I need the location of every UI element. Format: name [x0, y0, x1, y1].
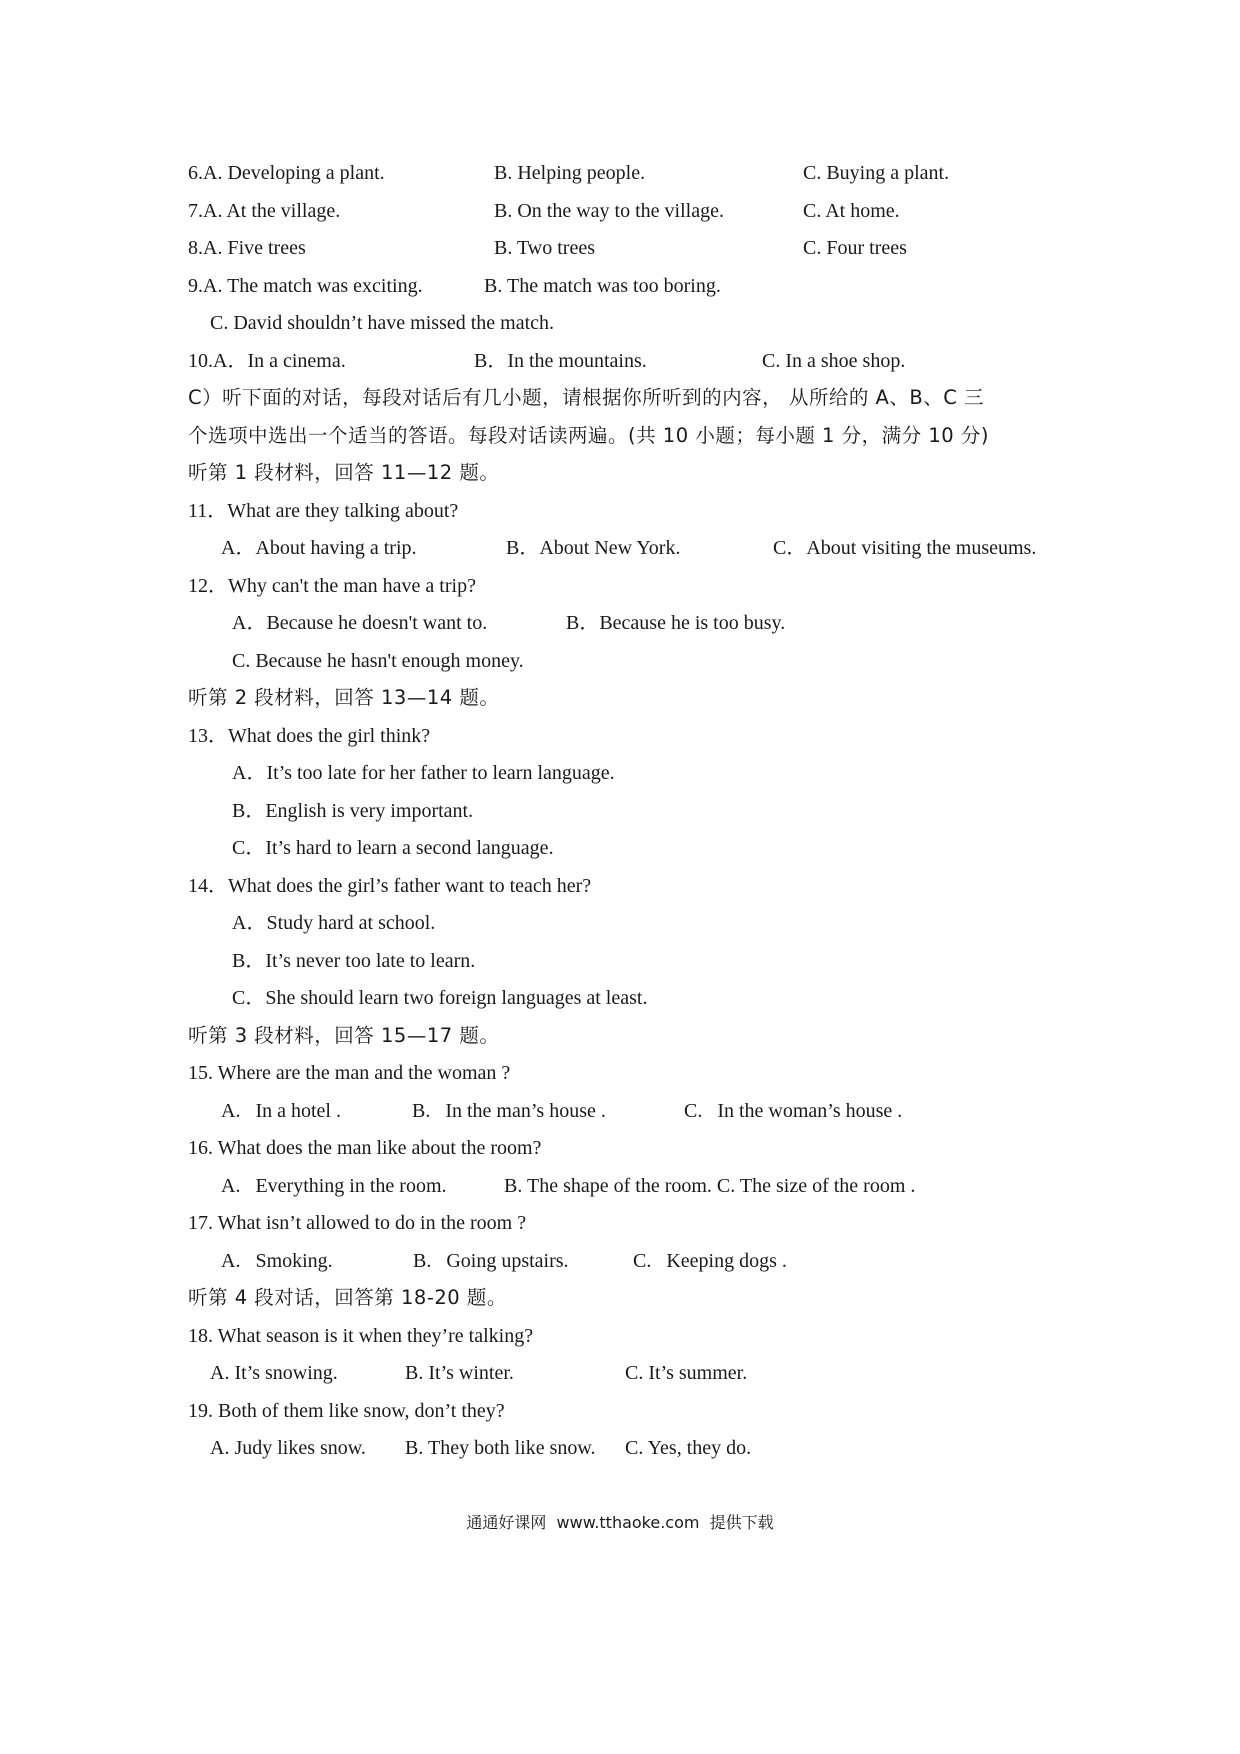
q18-option-c: C. It’s summer. — [625, 1362, 748, 1384]
q11-option-a: A．About having a trip. — [221, 537, 417, 559]
passage-2-heading: 听第 2 段材料，回答 13—14 题。 — [188, 686, 500, 709]
q14-option-c: C．She should learn two foreign languages at least. — [232, 987, 648, 1009]
q11-option-b: B．About New York. — [506, 537, 681, 559]
q8-option-b: B. Two trees — [494, 237, 595, 259]
q8-option-a: 8.A. Five trees — [188, 237, 306, 259]
q12-option-c: C. Because he hasn't enough money. — [232, 650, 524, 672]
q12-stem: 12．Why can't the man have a trip? — [188, 575, 476, 597]
q9-option-a: 9.A. The match was exciting. — [188, 275, 423, 297]
q13-option-a: A．It’s too late for her father to learn language. — [232, 762, 615, 784]
q7-option-c: C. At home. — [803, 200, 900, 222]
q6-option-c: C. Buying a plant. — [803, 162, 950, 184]
q12-option-a: A．Because he doesn't want to. — [232, 612, 488, 634]
section-c-instruction-line1: C）听下面的对话，每段对话后有几小题，请根据你所听到的内容， 从所给的 A、B、C 三 — [188, 386, 985, 409]
q19-option-a: A. Judy likes snow. — [210, 1437, 366, 1459]
q17-option-c: C. Keeping dogs . — [633, 1250, 787, 1272]
q19-stem: 19. Both of them like snow, don’t they? — [188, 1400, 505, 1422]
q12-option-b: B．Because he is too busy. — [566, 612, 786, 634]
q19-option-c: C. Yes, they do. — [625, 1437, 752, 1459]
q13-option-c: C．It’s hard to learn a second language. — [232, 837, 554, 859]
q17-stem: 17. What isn’t allowed to do in the room ? — [188, 1212, 527, 1234]
q9-option-c: C. David shouldn’t have missed the match. — [210, 312, 555, 334]
q11-option-c: C．About visiting the museums. — [773, 537, 1037, 559]
q16-option-bc: B. The shape of the room. C. The size of the room . — [504, 1175, 916, 1197]
q8-option-c: C. Four trees — [803, 237, 907, 259]
q18-option-b: B. It’s winter. — [405, 1362, 514, 1384]
q15-option-b: B. In the man’s house . — [412, 1100, 606, 1122]
q15-option-a: A. In a hotel . — [221, 1100, 341, 1122]
q16-stem: 16. What does the man like about the room? — [188, 1137, 542, 1159]
q14-option-a: A．Study hard at school. — [232, 912, 436, 934]
q9-option-b: B. The match was too boring. — [484, 275, 721, 297]
q10-option-b: B．In the mountains. — [474, 350, 647, 372]
page-footer: 通通好课网 www.tthaoke.com 提供下载 — [466, 1513, 774, 1532]
q6-option-a: 6.A. Developing a plant. — [188, 162, 385, 184]
q18-option-a: A. It’s snowing. — [210, 1362, 338, 1384]
q14-stem: 14．What does the girl’s father want to teach her? — [188, 875, 592, 897]
q14-option-b: B．It’s never too late to learn. — [232, 950, 476, 972]
q17-option-a: A. Smoking. — [221, 1250, 333, 1272]
q17-option-b: B. Going upstairs. — [413, 1250, 569, 1272]
q10-option-c: C. In a shoe shop. — [762, 350, 906, 372]
q15-stem: 15. Where are the man and the woman ? — [188, 1062, 511, 1084]
q13-stem: 13．What does the girl think? — [188, 725, 431, 747]
q6-option-b: B. Helping people. — [494, 162, 646, 184]
q19-option-b: B. They both like snow. — [405, 1437, 596, 1459]
q7-option-b: B. On the way to the village. — [494, 200, 724, 222]
section-c-instruction-line2: 个选项中选出一个适当的答语。每段对话读两遍。(共 10 小题；每小题 1 分，满分 10 分) — [188, 424, 989, 447]
q10-option-a: 10.A．In a cinema. — [188, 350, 346, 372]
q7-option-a: 7.A. At the village. — [188, 200, 341, 222]
q15-option-c: C. In the woman’s house . — [684, 1100, 903, 1122]
passage-4-heading: 听第 4 段对话，回答第 18-20 题。 — [188, 1286, 507, 1309]
q18-stem: 18. What season is it when they’re talking? — [188, 1325, 534, 1347]
passage-3-heading: 听第 3 段材料，回答 15—17 题。 — [188, 1024, 500, 1047]
q11-stem: 11．What are they talking about? — [188, 500, 459, 522]
q13-option-b: B．English is very important. — [232, 800, 474, 822]
passage-1-heading: 听第 1 段材料，回答 11—12 题。 — [188, 461, 500, 484]
q16-option-a: A. Everything in the room. — [221, 1175, 447, 1197]
